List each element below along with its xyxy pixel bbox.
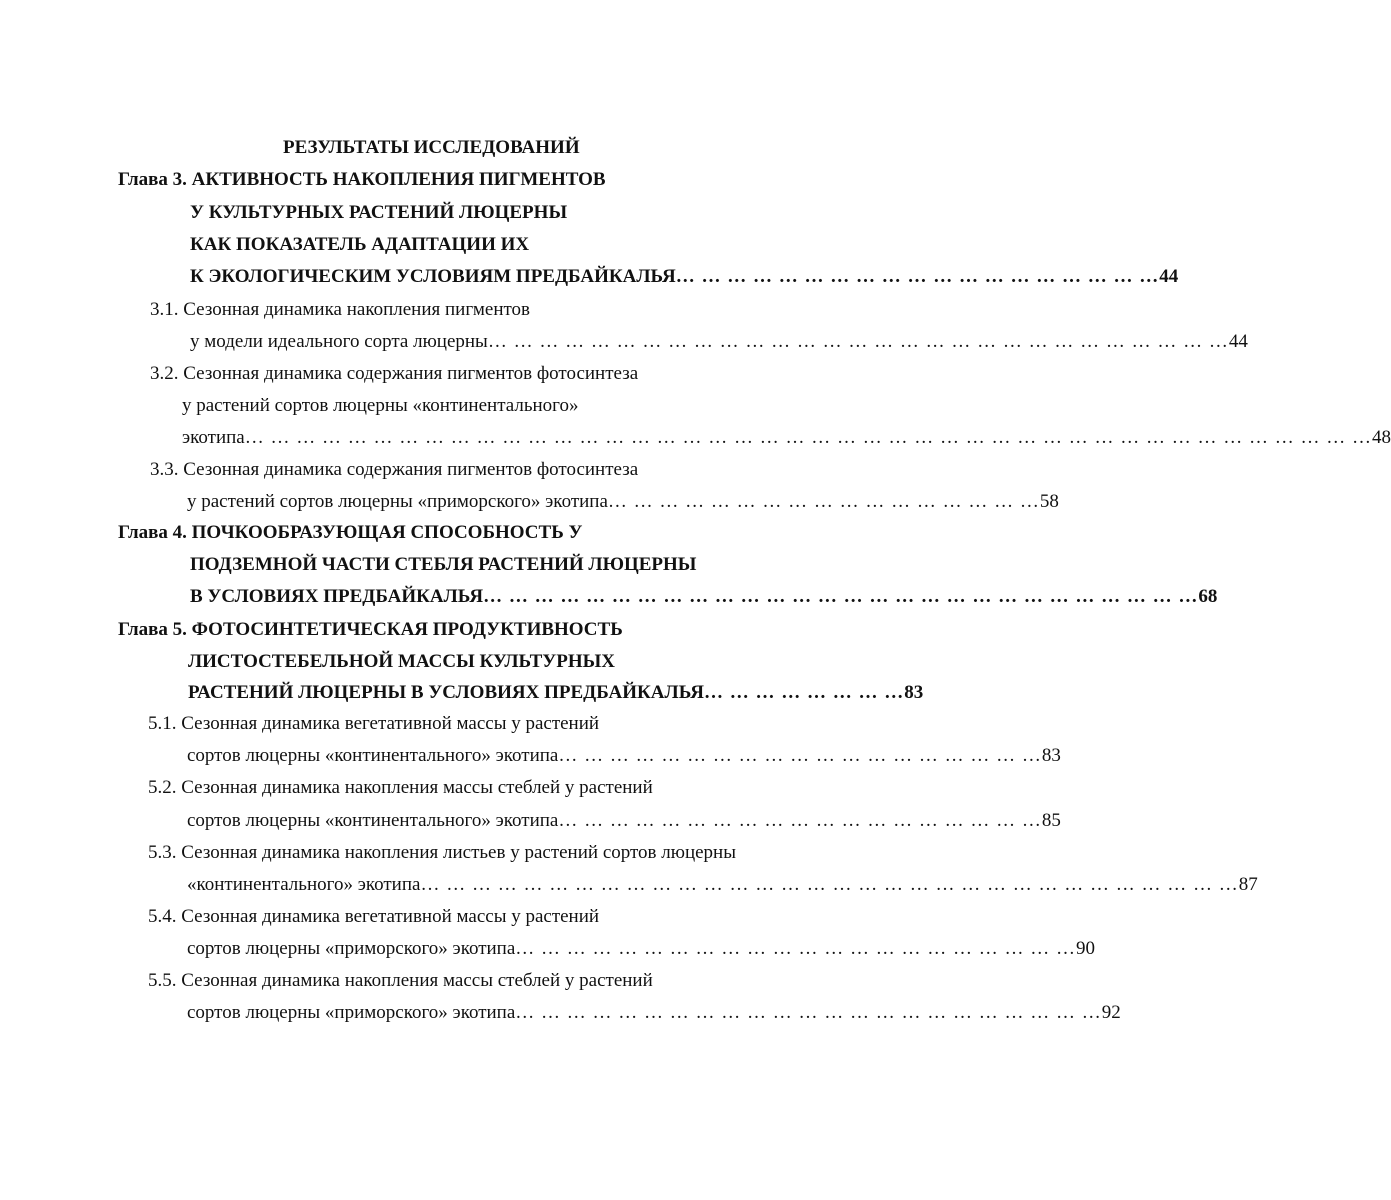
section-5-4-line-1: 5.4. Сезонная динамика вегетативной массы у растений bbox=[148, 906, 600, 927]
section-5-2-page-number: 85 bbox=[1041, 810, 1061, 831]
section-3-3-line-2 bbox=[187, 487, 1059, 517]
dot-leader: … … … … … … … … … … … … … … … … … … … … … … … … … … … … … … … … … … … … … … … … … … … … bbox=[244, 427, 1372, 448]
section-5-3-line-2 bbox=[187, 870, 1258, 900]
section-5-2-text: сортов люцерны «континентального» экотипа bbox=[187, 810, 559, 831]
section-3-3-page-number: 58 bbox=[1039, 491, 1059, 512]
section-5-2-line-2 bbox=[187, 806, 1061, 836]
chapter-5-title-line-3 bbox=[188, 678, 924, 708]
section-3-2-text: экотипа bbox=[182, 427, 245, 448]
section-5-1-line-1: 5.1. Сезонная динамика вегетативной массы у растений bbox=[148, 713, 600, 734]
dot-leader: … … … … … … … … … … … … … … … … … … … … … … … … … … … … … … … … bbox=[420, 874, 1239, 895]
chapter-3-title-line-3: КАК ПОКАЗАТЕЛЬ АДАПТАЦИИ ИХ bbox=[190, 234, 530, 255]
section-3-2-line-1: 3.2. Сезонная динамика содержания пигментов фотосинтеза bbox=[150, 363, 639, 384]
chapter-4-title-line-1: Глава 4. ПОЧКООБРАЗУЮЩАЯ СПОСОБНОСТЬ У bbox=[118, 522, 583, 543]
section-5-4-line-2 bbox=[187, 934, 1096, 964]
section-5-2-line-1: 5.2. Сезонная динамика накопления массы стеблей у растений bbox=[148, 777, 653, 798]
section-5-4-page-number: 90 bbox=[1076, 938, 1096, 959]
dot-leader: … … … … … … … … … … … … … … … … … bbox=[607, 491, 1040, 512]
section-5-3-page-number: 87 bbox=[1238, 874, 1258, 895]
dot-leader: … … … … … … … … … … … … … … … … … … … … … … bbox=[515, 938, 1077, 959]
section-3-1-line-1: 3.1. Сезонная динамика накопления пигментов bbox=[150, 299, 531, 320]
chapter-5-title-line-2: ЛИСТОСТЕБЕЛЬНОЙ МАССЫ КУЛЬТУРНЫХ bbox=[188, 651, 616, 672]
section-3-2-line-2: у растений сортов люцерны «континентального» bbox=[182, 395, 579, 416]
section-5-1-line-2 bbox=[187, 741, 1061, 771]
dot-leader: … … … … … … … … … … … … … … … … … … … bbox=[558, 810, 1042, 831]
section-5-1-page-number: 83 bbox=[1041, 745, 1061, 766]
section-5-4-text: сортов люцерны «приморского» экотипа bbox=[187, 938, 516, 959]
dot-leader: … … … … … … … … … … … … … … … … … … … bbox=[675, 266, 1160, 287]
section-3-2-page-number: 48 bbox=[1372, 427, 1391, 448]
chapter-4-title-line-2: ПОДЗЕМНОЙ ЧАСТИ СТЕБЛЯ РАСТЕНИЙ ЛЮЦЕРНЫ bbox=[190, 554, 697, 575]
chapter-3-title-line-4 bbox=[190, 262, 1179, 292]
chapter-5-title-line-1: Глава 5. ФОТОСИНТЕТИЧЕСКАЯ ПРОДУКТИВНОСТЬ bbox=[118, 619, 623, 640]
chapter-3-title-text: К ЭКОЛОГИЧЕСКИМ УСЛОВИЯМ ПРЕДБАЙКАЛЬЯ bbox=[190, 266, 676, 287]
dot-leader: … … … … … … … … … … … … … … … … … … … … … … … … … … … … … bbox=[487, 331, 1229, 352]
section-5-1-text: сортов люцерны «континентального» экотипа bbox=[187, 745, 559, 766]
dot-leader: … … … … … … … … bbox=[703, 682, 905, 703]
section-5-5-text: сортов люцерны «приморского» экотипа bbox=[187, 1002, 516, 1023]
dot-leader: … … … … … … … … … … … … … … … … … … … … … … … bbox=[515, 1002, 1102, 1023]
section-3-1-page-number: 44 bbox=[1228, 331, 1248, 352]
chapter-5-title-text: РАСТЕНИЙ ЛЮЦЕРНЫ В УСЛОВИЯХ ПРЕДБАЙКАЛЬЯ bbox=[188, 682, 704, 703]
chapter-3-title-line-2: У КУЛЬТУРНЫХ РАСТЕНИЙ ЛЮЦЕРНЫ bbox=[190, 202, 568, 223]
chapter-3-page-number: 44 bbox=[1159, 266, 1179, 287]
chapter-4-page-number: 68 bbox=[1198, 586, 1218, 607]
section-3-3-line-1: 3.3. Сезонная динамика содержания пигментов фотосинтеза bbox=[150, 459, 639, 480]
section-5-5-page-number: 92 bbox=[1101, 1002, 1121, 1023]
chapter-3-title-line-1: Глава 3. АКТИВНОСТЬ НАКОПЛЕНИЯ ПИГМЕНТОВ bbox=[118, 169, 606, 190]
dot-leader: … … … … … … … … … … … … … … … … … … … … … … … … … … … … bbox=[483, 586, 1199, 607]
chapter-4-title-text: В УСЛОВИЯХ ПРЕДБАЙКАЛЬЯ bbox=[190, 586, 484, 607]
section-5-5-line-2 bbox=[187, 998, 1121, 1028]
toc-heading: РЕЗУЛЬТАТЫ ИССЛЕДОВАНИЙ bbox=[283, 137, 580, 158]
section-5-3-line-1: 5.3. Сезонная динамика накопления листьев у растений сортов люцерны bbox=[148, 842, 736, 863]
section-3-2-line-3 bbox=[182, 423, 1391, 453]
section-5-3-text: «континентального» экотипа bbox=[187, 874, 421, 895]
section-3-1-text: у модели идеального сорта люцерны bbox=[190, 331, 488, 352]
chapter-4-title-line-3 bbox=[190, 582, 1218, 612]
section-3-1-line-2 bbox=[190, 327, 1248, 357]
section-5-5-line-1: 5.5. Сезонная динамика накопления массы стеблей у растений bbox=[148, 970, 653, 991]
dot-leader: … … … … … … … … … … … … … … … … … … … bbox=[558, 745, 1042, 766]
chapter-5-page-number: 83 bbox=[904, 682, 924, 703]
section-3-3-text: у растений сортов люцерны «приморского» экотипа bbox=[187, 491, 608, 512]
